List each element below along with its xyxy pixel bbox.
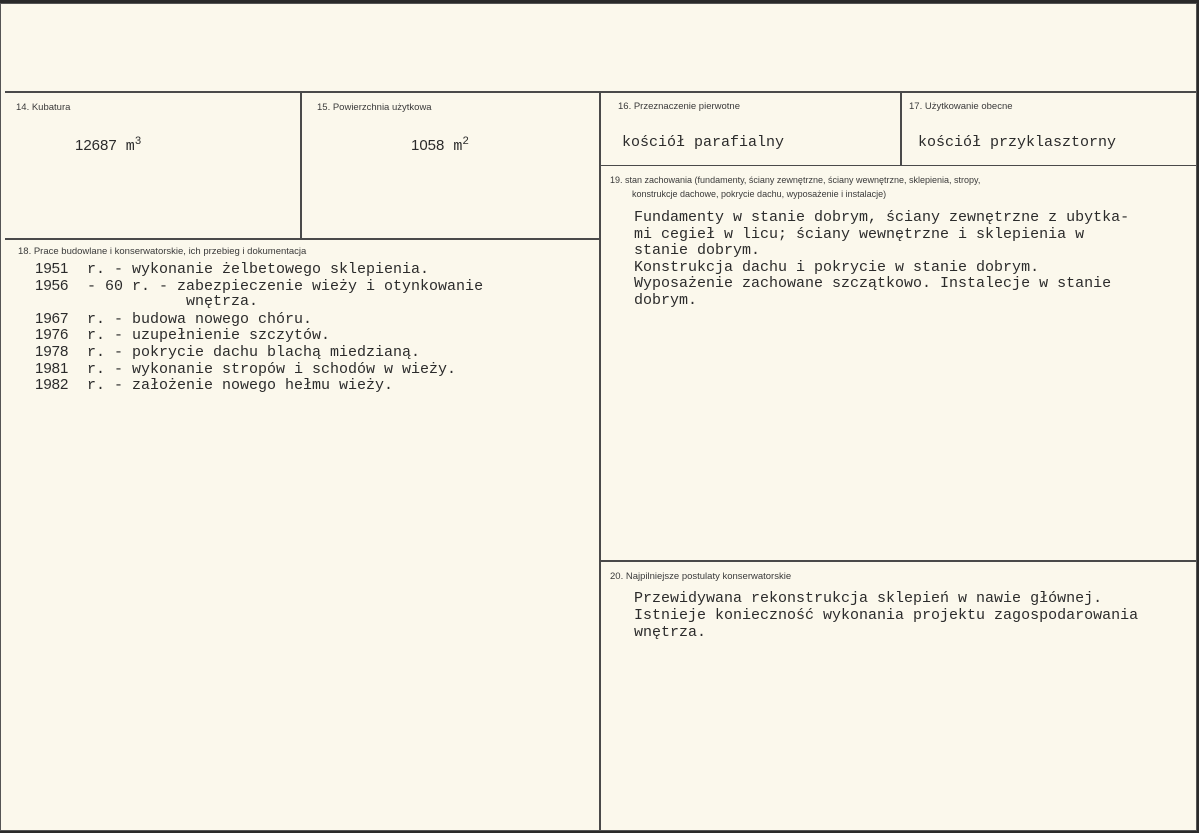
condition-line: mi cegieł w licu; ściany wewnętrzne i sklepienia w xyxy=(634,225,1085,243)
work-entry xyxy=(35,293,258,310)
work-year: 1956 xyxy=(35,276,69,294)
work-entry xyxy=(35,376,393,394)
field-20-label: 20. Najpilniejsze postulaty konserwatorskie xyxy=(610,571,792,582)
work-entry xyxy=(35,360,456,378)
kubatura-exponent: 3 xyxy=(134,136,142,148)
work-entry xyxy=(35,310,312,328)
work-entry xyxy=(35,277,483,295)
field-16-value: kościół parafialny xyxy=(622,134,785,151)
work-entry xyxy=(35,326,330,344)
kubatura-unit: m xyxy=(125,138,135,155)
area-exponent: 2 xyxy=(462,136,470,148)
divider-16-17 xyxy=(900,92,902,166)
divider-14-15 xyxy=(300,92,302,240)
work-description: r. - pokrycie dachu blachą miedzianą. xyxy=(87,344,421,361)
field-19-label-line1: 19. stan zachowania (fundamenty, ściany zewnętrzne, ściany wewnętrzne, sklepienia, stropy, xyxy=(610,175,981,185)
field-15-label: 15. Powierzchnia użytkowa xyxy=(317,102,432,113)
rule-above-18 xyxy=(5,238,601,240)
field-16-label: 16. Przeznaczenie pierwotne xyxy=(618,101,740,112)
field-17-label: 17. Użytkowanie obecne xyxy=(909,101,1013,112)
work-year: 1951 xyxy=(35,260,69,277)
work-year: 1976 xyxy=(35,326,69,344)
condition-line: Konstrukcja dachu i pokrycie w stanie dobrym. xyxy=(634,258,1040,276)
work-entry xyxy=(35,343,420,361)
field-15-value xyxy=(411,134,469,155)
condition-line: Wyposażenie zachowane szczątkowo. Instalecje w stanie xyxy=(634,275,1112,292)
rule-below-16-17 xyxy=(600,165,1197,166)
work-year: 1981 xyxy=(35,359,69,377)
work-year: 1978 xyxy=(35,343,69,360)
top-rule xyxy=(5,91,1197,93)
condition-line: dobrym. xyxy=(634,291,698,309)
area-number: 1058 xyxy=(411,137,445,154)
field-19-label-line2: konstrukcje dachowe, pokrycie dachu, wyposażenie i instalacje) xyxy=(632,189,887,199)
work-description: r. - wykonanie żelbetowego sklepienia. xyxy=(87,261,430,278)
work-description: r. - wykonanie stropów i schodów w wieży. xyxy=(87,360,457,378)
condition-line: Fundamenty w stanie dobrym, ściany zewnętrzne z ubytka- xyxy=(634,209,1130,226)
field-18-label: 18. Prace budowlane i konserwatorskie, ich przebieg i dokumentacja xyxy=(18,246,307,257)
record-card xyxy=(0,3,1197,831)
work-description: r. - uzupełnienie szczytów. xyxy=(87,327,331,345)
field-14-value xyxy=(75,134,141,155)
work-year: 1982 xyxy=(35,376,69,394)
work-description: - 60 r. - zabezpieczenie wieży i otynkowanie xyxy=(87,277,484,295)
postulate-line: Istnieje konieczność wykonania projektu zagospodarowania xyxy=(634,607,1139,624)
kubatura-number: 12687 xyxy=(75,137,117,154)
postulate-line: Przewidywana rekonstrukcja sklepień w nawie głównej. xyxy=(634,590,1103,607)
work-description: r. - założenie nowego hełmu wieży. xyxy=(87,377,394,395)
work-entry xyxy=(35,260,429,278)
divider-left-right xyxy=(599,92,601,831)
postulate-line: wnętrza. xyxy=(634,624,707,641)
area-unit: m xyxy=(453,138,463,155)
work-year: 1967 xyxy=(35,309,69,327)
work-description: wnętrza. xyxy=(186,293,259,311)
condition-line: stanie dobrym. xyxy=(634,242,761,259)
rule-above-20 xyxy=(600,560,1197,562)
field-14-label: 14. Kubatura xyxy=(16,102,71,113)
field-17-value: kościół przyklasztorny xyxy=(918,134,1117,151)
work-description: r. - budowa nowego chóru. xyxy=(87,310,313,328)
